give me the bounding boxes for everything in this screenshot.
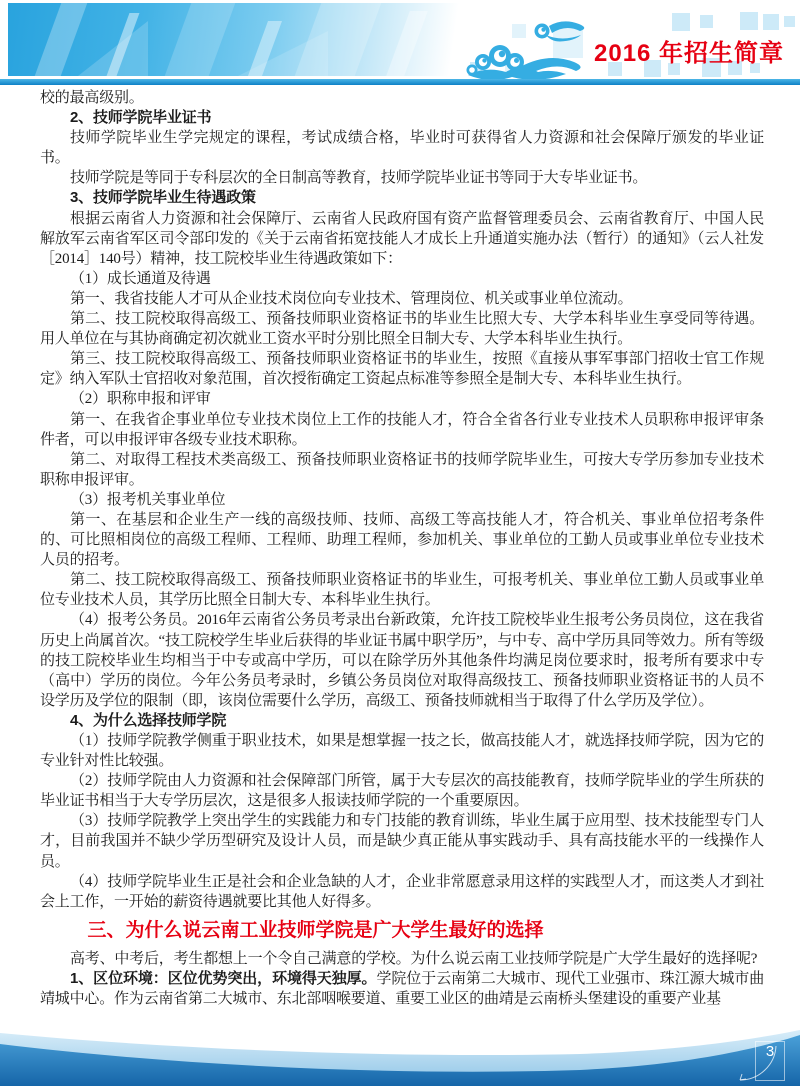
- paragraph: 第一、我省技能人才可从企业技术岗位向专业技术、管理岗位、机关或事业单位流动。: [70, 290, 633, 307]
- footer-wave: [0, 1030, 800, 1086]
- page-header: [0, 0, 800, 86]
- auspicious-cloud-icon: [462, 18, 590, 87]
- section-heading: 3、技师学院毕业生待遇政策: [70, 189, 256, 207]
- paragraph: 高考、中考后，考生都想上一个令自己满意的学校。为什么说云南工业技师学院是广大学生最好的选择呢?: [70, 950, 758, 967]
- paragraph: （4）技师学院毕业生正是社会和企业急缺的人才，企业非常愿意录用这样的实践型人才，而这类人才到社会上工作，一开始的薪资待遇就要比其他人好得多。: [40, 873, 764, 910]
- section-heading: 2、技师学院毕业证书: [70, 109, 212, 127]
- section-heading: 4、为什么选择技师学院: [70, 711, 227, 729]
- paragraph: 校的最高级别。: [40, 90, 144, 106]
- paragraph: 第三、技工院校取得高级工、预备技师职业资格证书的毕业生，按照《直接从事军事部门招收士官工作规定》纳入军队士官招收对象范围，首次授衔确定工资起点标准等参照全是制大专、本科毕业生执行。: [40, 351, 764, 388]
- paragraph: 第一、在我省企事业单位专业技术岗位上工作的技能人才，符合全省各行业专业技术人员职称申报评审条件者，可以申报评审各级专业技术职称。: [40, 411, 764, 448]
- page-number-badge: [755, 1041, 785, 1081]
- decor-square: [740, 12, 758, 30]
- header-gradient-band: [8, 3, 463, 76]
- paragraph: 根据云南省人力资源和社会保障厅、云南省人民政府国有资产监督管理委员会、云南省教育厅、中国人民解放军云南省军区司令部印发的《关于云南省拓宽技能人才成长上升通道实施办法（暂行）的通知》（云人社发［2014］140号）精神，技工院校毕业生待遇政策如下：: [40, 210, 764, 267]
- paragraph: [40, 969, 764, 1009]
- decor-square: [700, 15, 713, 28]
- paragraph: （1）成长通道及待遇: [70, 270, 211, 287]
- paragraph: （2）技师学院由人力资源和社会保障部门所管，属于大专层次的高技能教育，技师学院毕业的学生所获的毕业证书相当于大专学历层次，这是很多人报读技师学院的一个重要原因。: [40, 773, 764, 810]
- paragraph: 第二、技工院校取得高级工、预备技师职业资格证书的毕业生，可报考机关、事业单位工勤人员或事业单位专业技术人员，其学历比照全日制大专、本科毕业生执行。: [40, 572, 764, 609]
- document-body: [40, 88, 764, 1026]
- decor-square: [784, 16, 795, 27]
- header-gradient-decor: [238, 31, 328, 76]
- paragraph: （1）技师学院教学侧重于职业技术，如果是想掌握一技之长，做高技能人才，就选择技师学院，因为它的专业针对性比较强。: [40, 733, 764, 770]
- paragraph: 第一、在基层和企业生产一线的高级技师、技师、高级工等高技能人才，符合机关、事业单位招考条件的、可比照相岗位的高级工程师、工程师、助理工程师，参加机关、事业单位的工勤人员或事业单位专业技术人员的招考。: [40, 511, 764, 569]
- header-gradient-decor: [386, 11, 428, 76]
- paragraph: 第二、技工院校取得高级工、预备技师职业资格证书的毕业生比照大专、大学本科毕业生享受同等待遇。用人单位在与其协商确定初次就业工资水平时分别比照全日制大专、大学本科毕业生执行。: [40, 311, 764, 348]
- decor-square: [763, 14, 779, 30]
- paragraph-lead-bold: 1、区位环境：区位优势突出，环境得天独厚。: [70, 969, 377, 987]
- header-gradient-decor: [78, 21, 148, 76]
- header-divider: [0, 79, 800, 85]
- red-section-heading: 三、为什么说云南工业技师学院是广大学生最好的选择: [87, 919, 544, 941]
- paragraph: 技师学院毕业生学完规定的课程，考试成绩合格，毕业时可获得省人力资源和社会保障厅颁发的毕业证书。: [40, 130, 764, 167]
- header-gradient-decor: [165, 3, 236, 76]
- paragraph: （3）技师学院教学上突出学生的实践能力和专门技能的教育训练，毕业生属于应用型、技术技能型专门人才，目前我国并不缺少学历型研究及设计人员，而是缺少真正能从事实践动手、具有高技能水平的一线操作人员。: [40, 813, 764, 870]
- paragraph: 第二、对取得工程技术类高级工、预备技师职业资格证书的技师学院毕业生，可按大专学历参加专业技术职称申报评审。: [40, 451, 764, 488]
- paragraph: （3）报考机关事业单位: [70, 491, 226, 508]
- paragraph: （2）职称申报和评审: [70, 391, 211, 408]
- page-corner-arrow-icon: [734, 1045, 780, 1086]
- brochure-title: 2016 年招生简章: [594, 40, 785, 67]
- page-number: 3: [765, 1043, 775, 1060]
- decor-square: [672, 13, 690, 31]
- paragraph-text: 学院位于云南第二大城市、现代工业强市、珠江源大城市曲靖城中心。作为云南省第二大城市、东北部咽喉要道、重要工业区的曲靖是云南桥头堡建设的重要产业基: [40, 970, 764, 1008]
- paragraph: 技师学院是等同于专科层次的全日制高等教育，技师学院毕业证书等同于大专毕业证书。: [70, 170, 648, 187]
- paragraph: （4）报考公务员。2016年云南省公务员考录出台新政策，允许技工院校毕业生报考公务员岗位，这在我省历史上尚属首次。“技工院校学生毕业后获得的毕业证书属中职学历”，与中专、高中学历具同等效力。所有等级的技工院校毕业生均相当于中专或高中学历，可以在除学历外其他条件均满足岗位要求时，报考所有要求中专（高中）学历的岗位。今年公务员考录时，乡镇公务员岗位对取得高级技工、预备技师职业资格证书的人员不设学历及学位的限制（即，该岗位需要什么学历，高级工、预备技师就相当于取得了什么学历及学位）。: [40, 612, 764, 709]
